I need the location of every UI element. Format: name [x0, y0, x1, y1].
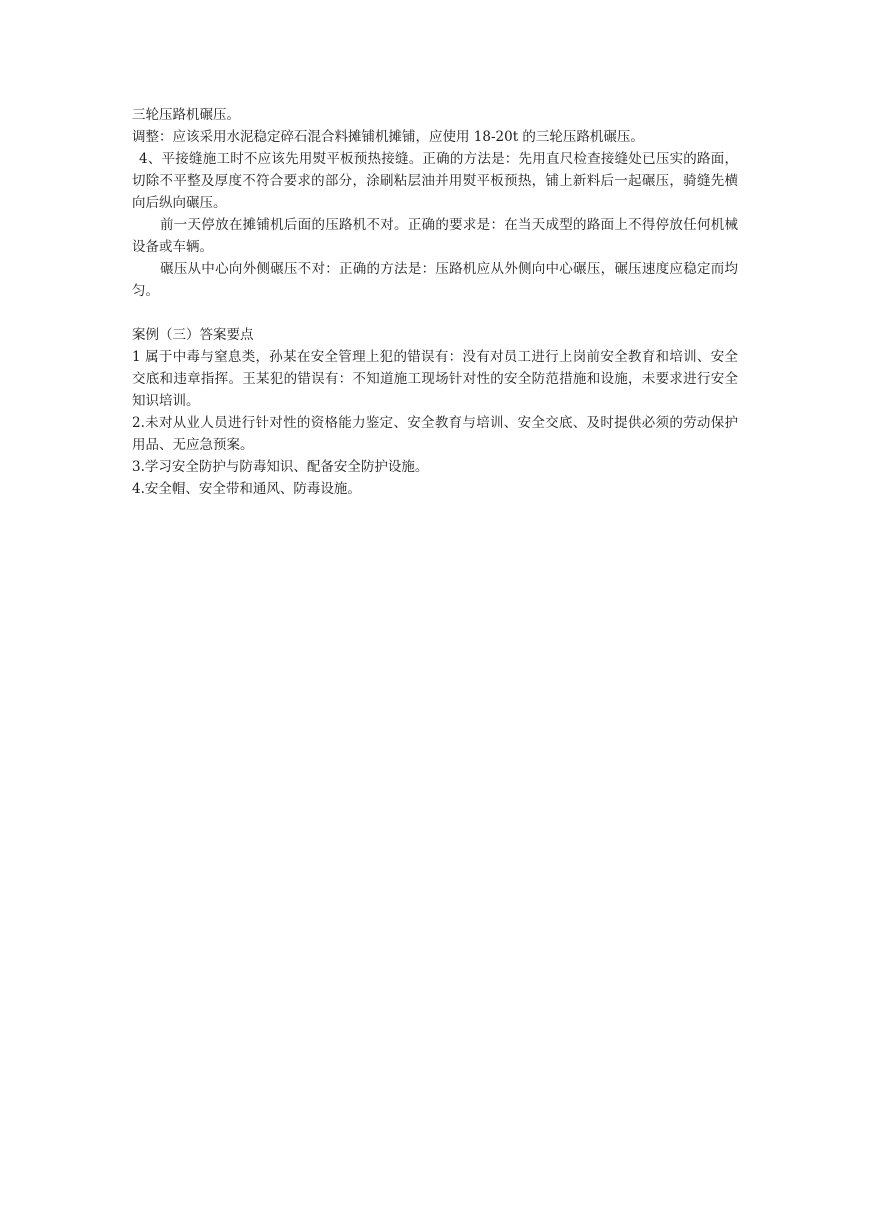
answer-item-3: 3.学习安全防护与防毒知识、配备安全防护设施。: [132, 459, 429, 475]
section-heading-case-3: 案例（三）答案要点: [132, 327, 254, 343]
text-line-rollers: 三轮压路机碾压。: [132, 107, 240, 123]
paragraph-item-4: 4、平接缝施工时不应该先用熨平板预热接缝。正确的方法是：先用直尺检查接缝处已压实的路面，切除不平整及厚度不符合要求的部分，涂刷粘层油并用熨平板预热，铺上新料后一起碾压，骑缝先横向后纵向碾压。: [132, 151, 738, 211]
text-line-adjustment: 调整：应该采用水泥稳定碎石混合料摊铺机摊铺，应使用 18-20t 的三轮压路机碾压。: [132, 129, 644, 145]
answer-item-4: 4.安全帽、安全带和通风、防毒设施。: [132, 481, 361, 497]
document-page: [132, 104, 738, 500]
paragraph-parked-roller: 前一天停放在摊铺机后面的压路机不对。正确的要求是：在当天成型的路面上不得停放任何机械设备或车辆。: [132, 217, 738, 255]
answer-item-2: 2.未对从业人员进行针对性的资格能力鉴定、安全教育与培训、安全交底、及时提供必须的劳动保护用品、无应急预案。: [132, 415, 738, 453]
section-spacer: [132, 302, 738, 324]
answer-item-1: 1 属于中毒与窒息类，孙某在安全管理上犯的错误有：没有对员工进行上岗前安全教育和培训、安全交底和违章指挥。王某犯的错误有：不知道施工现场针对性的安全防范措施和设施，未要求进行安全知识培训。: [132, 349, 738, 409]
paragraph-rolling-direction: 碾压从中心向外侧碾压不对：正确的方法是：压路机应从外侧向中心碾压，碾压速度应稳定而均匀。: [132, 261, 738, 299]
